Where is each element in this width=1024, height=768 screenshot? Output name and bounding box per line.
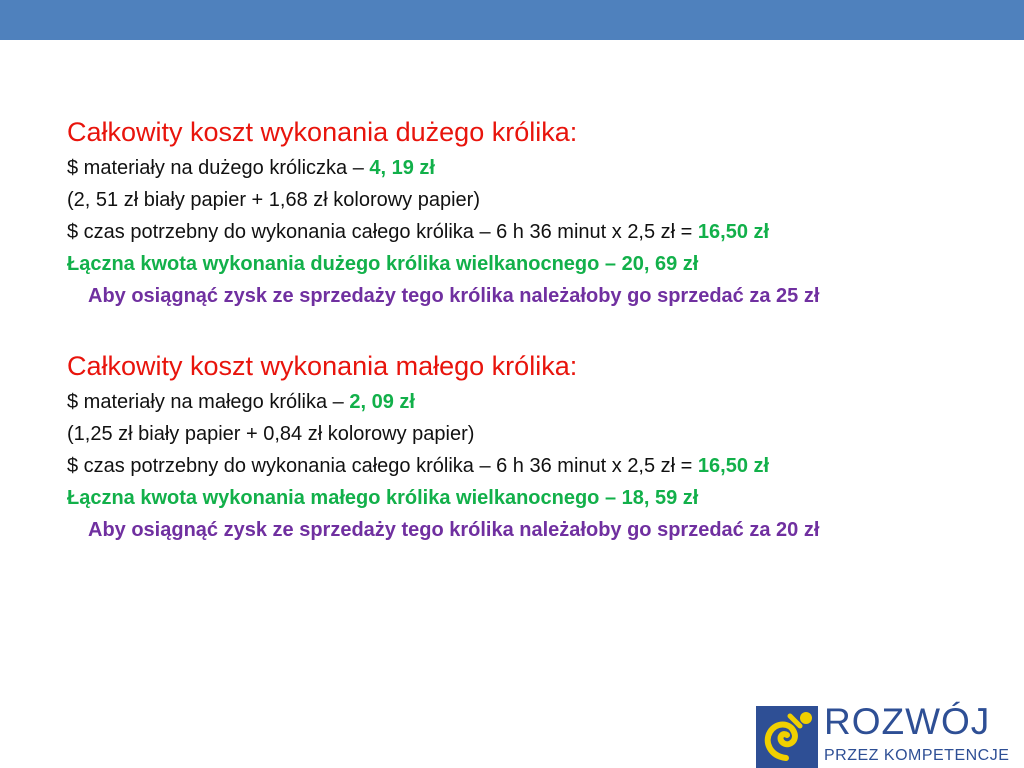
large-paper-line: (2, 51 zł biały papier + 1,68 zł kolorowy papier) — [67, 189, 480, 211]
large-rabbit-heading: Całkowity koszt wykonania dużego królika: — [67, 117, 578, 147]
small-paper-line: (1,25 zł biały papier + 0,84 zł kolorowy papier) — [67, 423, 475, 445]
small-materials-text: $ materiały na małego królika – — [67, 391, 350, 413]
rozwoj-logo — [756, 700, 1024, 768]
logo-subtitle: PRZEZ KOMPETENCJE — [824, 747, 1010, 764]
rozwoj-logo-icon — [756, 706, 818, 768]
large-rabbit-section — [67, 112, 1007, 312]
large-time-value: 16,50 zł — [697, 221, 770, 243]
large-materials-line — [67, 152, 1007, 184]
large-time-text: $ czas potrzebny do wykonania całego królika – 6 h 36 minut x 2,5 zł = — [67, 221, 698, 243]
large-total-line: Łączna kwota wykonania dużego królika wielkanocnego – 20, 69 zł — [67, 253, 699, 275]
small-materials-line — [67, 386, 1007, 418]
slide-content — [67, 112, 1007, 546]
large-profit-line: Aby osiągnąć zysk ze sprzedaży tego królika należałoby go sprzedać za 25 zł — [88, 285, 820, 307]
logo-title: ROZWÓJ — [824, 701, 991, 742]
small-time-text: $ czas potrzebny do wykonania całego królika – 6 h 36 minut x 2,5 zł = — [67, 455, 698, 477]
small-profit-line: Aby osiągnąć zysk ze sprzedaży tego królika należałoby go sprzedać za 20 zł — [88, 519, 820, 541]
small-rabbit-section — [67, 346, 1007, 546]
small-materials-value: 2, 09 zł — [349, 391, 415, 413]
header-bar — [0, 0, 1024, 40]
small-time-value: 16,50 zł — [697, 455, 770, 477]
small-rabbit-heading: Całkowity koszt wykonania małego królika: — [67, 351, 578, 381]
large-materials-value: 4, 19 zł — [369, 157, 435, 179]
small-total-line: Łączna kwota wykonania małego królika wielkanocnego – 18, 59 zł — [67, 487, 699, 509]
large-time-line — [67, 216, 1007, 248]
large-materials-text: $ materiały na dużego króliczka – — [67, 157, 370, 179]
small-time-line — [67, 450, 1007, 482]
